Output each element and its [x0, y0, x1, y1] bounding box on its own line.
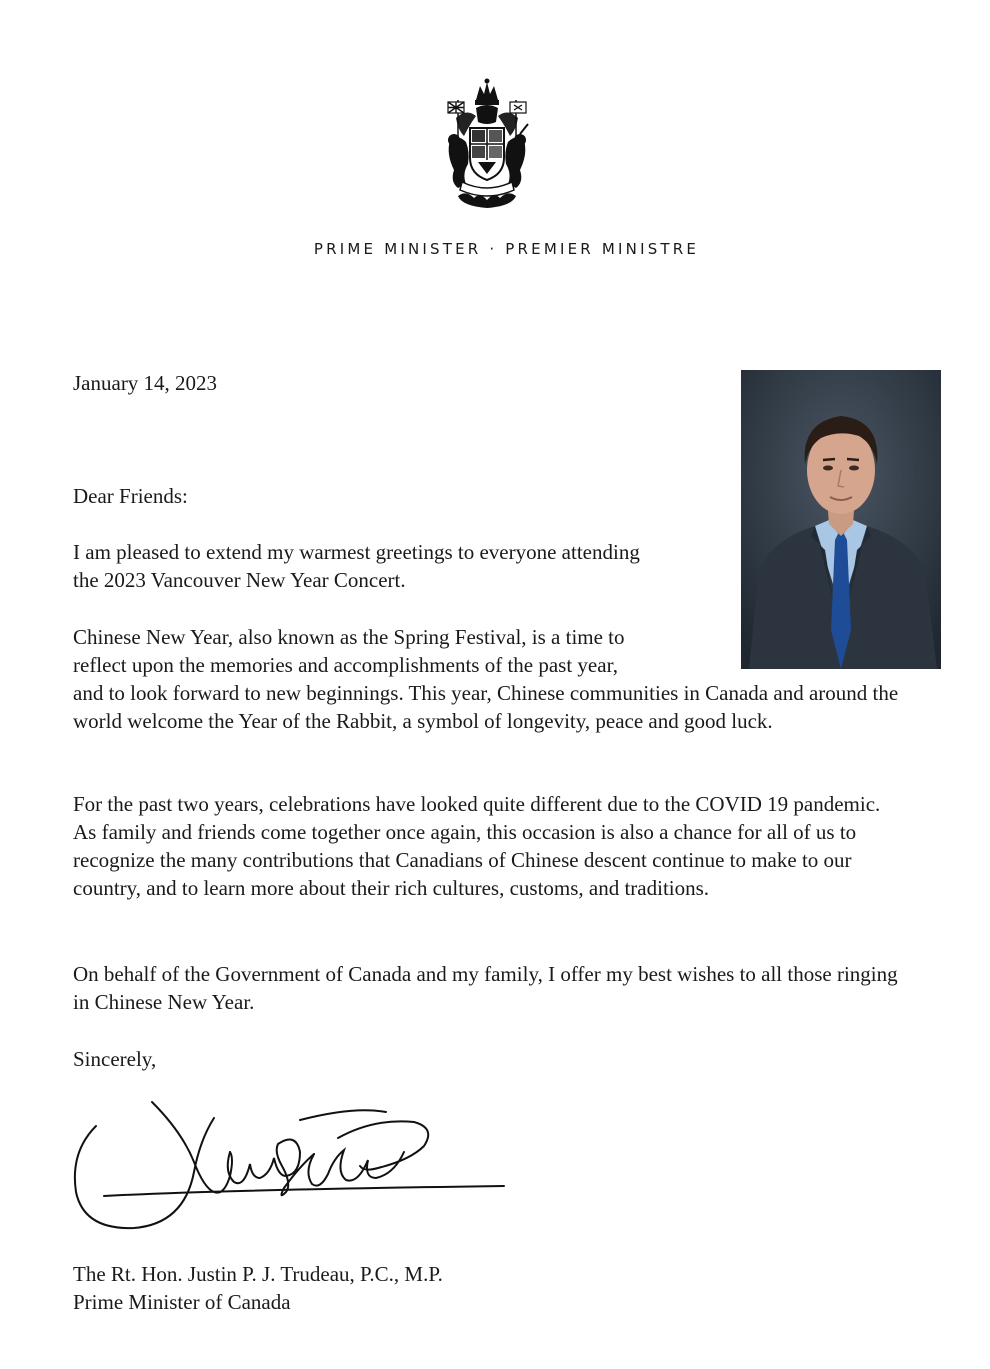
letterhead-masthead: PRIME MINISTER · PREMIER MINISTRE — [313, 240, 700, 258]
letter-salutation: Dear Friends: — [73, 484, 188, 508]
letter-paragraph-4: On behalf of the Government of Canada and my family, I offer my best wishes to all those ringing in Chinese New Year. — [73, 962, 898, 1014]
letter-closing: Sincerely, — [73, 1047, 157, 1071]
letter-paragraph-1: I am pleased to extend my warmest greetings to everyone attending the 2023 Vancouver New Year Concert. — [73, 540, 640, 592]
coat-of-arms-icon — [436, 78, 538, 210]
handwritten-signature — [64, 1092, 514, 1242]
letter-paragraph-3: For the past two years, celebrations have looked quite different due to the COVID 19 pandemic. As family and friends come together once again, this occasion is also a chance for all of us to recognize the many contributions that Canadians of Chinese descent continue to make to our country, and to learn more about their rich cultures, customs, and traditions. — [73, 792, 881, 900]
portrait-photo — [741, 370, 941, 669]
paragraph-2-line-2: reflect upon the memories and accomplishments of the past year, — [73, 653, 618, 677]
signatory-name: The Rt. Hon. Justin P. J. Trudeau, P.C., M.P. — [73, 1262, 443, 1286]
letter-date: January 14, 2023 — [73, 371, 218, 395]
paragraph-2-line-1: Chinese New Year, also known as the Spring Festival, is a time to — [73, 625, 625, 649]
paragraph-2-rest: and to look forward to new beginnings. This year, Chinese communities in Canada and around the world welcome the Year of the Rabbit, a symbol of longevity, peace and good luck. — [73, 681, 899, 733]
signatory-title: Prime Minister of Canada — [73, 1290, 291, 1314]
